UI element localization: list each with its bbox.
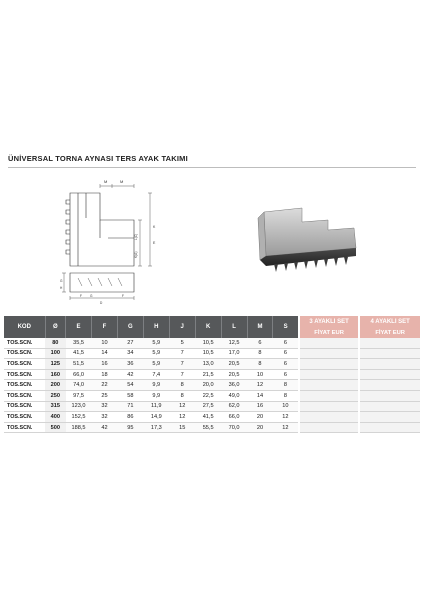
table-row: [4, 348, 420, 359]
cell-m: 10: [247, 369, 273, 380]
row-size: 125: [45, 359, 66, 370]
cell-j: 5: [169, 338, 195, 348]
row-size: 160: [45, 369, 66, 380]
col-header-h: H: [143, 316, 169, 338]
cell-k: 20,0: [195, 380, 221, 391]
cell-e: 97,5: [66, 390, 92, 401]
title-divider: [8, 167, 416, 168]
cell-k: 41,5: [195, 412, 221, 423]
col-header-j: J: [169, 316, 195, 338]
cell-l: 36,0: [221, 380, 247, 391]
dim-label-h: H: [60, 286, 63, 290]
col-header-4-jaw-set: 4 AYAKLI SET: [359, 316, 420, 327]
table-row: [4, 422, 420, 433]
cell-h: 14,9: [143, 412, 169, 423]
cell-l: 62,0: [221, 401, 247, 412]
cell-f: 22: [91, 380, 117, 391]
cell-g: 86: [117, 412, 143, 423]
row-size: 80: [45, 338, 66, 348]
cell-price-4-jaw: [359, 390, 420, 401]
cell-g: 71: [117, 401, 143, 412]
cell-l: 12,5: [221, 338, 247, 348]
col-header-k: K: [195, 316, 221, 338]
cell-j: 8: [169, 390, 195, 401]
cell-l: 49,0: [221, 390, 247, 401]
cell-price-3-jaw: [299, 369, 360, 380]
cell-g: 42: [117, 369, 143, 380]
col-subheader-3-jaw-price: FİYAT EUR: [299, 327, 360, 338]
cell-m: 20: [247, 412, 273, 423]
cell-price-3-jaw: [299, 359, 360, 370]
cell-k: 13,0: [195, 359, 221, 370]
row-code: TOS.SCN.: [4, 369, 45, 380]
cell-k: 10,5: [195, 348, 221, 359]
cell-e: 51,5: [66, 359, 92, 370]
row-code: TOS.SCN.: [4, 348, 45, 359]
cell-price-4-jaw: [359, 359, 420, 370]
col-header-e: E: [66, 316, 92, 338]
dim-label-m2: M: [120, 179, 124, 184]
cell-g: 95: [117, 422, 143, 433]
table-row: [4, 359, 420, 370]
cell-price-4-jaw: [359, 380, 420, 391]
cell-e: 41,5: [66, 348, 92, 359]
cell-price-4-jaw: [359, 401, 420, 412]
cell-l: 70,0: [221, 422, 247, 433]
row-code: TOS.SCN.: [4, 390, 45, 401]
col-header-m: M: [247, 316, 273, 338]
dim-label-e: E: [153, 241, 156, 245]
table-row: [4, 380, 420, 391]
cell-j: 7: [169, 369, 195, 380]
page-title: ÜNİVERSAL TORNA AYNASI TERS AYAK TAKIMI: [8, 154, 188, 163]
row-code: TOS.SCN.: [4, 422, 45, 433]
cell-h: 17,3: [143, 422, 169, 433]
cell-s: 10: [273, 401, 299, 412]
table-row: [4, 390, 420, 401]
cell-s: 6: [273, 369, 299, 380]
cell-e: 123,0: [66, 401, 92, 412]
dim-label-g2: G: [60, 279, 63, 283]
cell-e: 66,0: [66, 369, 92, 380]
row-size: 250: [45, 390, 66, 401]
cell-e: 35,5: [66, 338, 92, 348]
row-size: 200: [45, 380, 66, 391]
spec-table: [4, 316, 420, 433]
cell-f: 32: [91, 412, 117, 423]
cell-k: 10,5: [195, 338, 221, 348]
cell-price-3-jaw: [299, 422, 360, 433]
cell-j: 7: [169, 348, 195, 359]
cell-j: 7: [169, 359, 195, 370]
cell-price-3-jaw: [299, 348, 360, 359]
cell-s: 8: [273, 390, 299, 401]
cell-h: 9,9: [143, 380, 169, 391]
table-row: [4, 412, 420, 423]
col-header-size: Ø: [45, 316, 66, 338]
col-header-f: F: [91, 316, 117, 338]
cell-price-4-jaw: [359, 348, 420, 359]
cell-price-3-jaw: [299, 380, 360, 391]
table-row: [4, 369, 420, 380]
cell-price-4-jaw: [359, 422, 420, 433]
cell-g: 58: [117, 390, 143, 401]
row-code: TOS.SCN.: [4, 338, 45, 348]
row-code: TOS.SCN.: [4, 412, 45, 423]
dim-label-k: K: [153, 225, 156, 229]
cell-h: 5,9: [143, 359, 169, 370]
cell-price-4-jaw: [359, 412, 420, 423]
cell-price-3-jaw: [299, 401, 360, 412]
cell-m: 8: [247, 359, 273, 370]
dim-label-ka: K(A): [134, 251, 138, 258]
cell-f: 25: [91, 390, 117, 401]
cell-h: 9,9: [143, 390, 169, 401]
cell-j: 12: [169, 412, 195, 423]
dim-label-g: G: [90, 294, 93, 298]
table-row: [4, 401, 420, 412]
cell-m: 6: [247, 338, 273, 348]
cell-m: 16: [247, 401, 273, 412]
cell-l: 17,0: [221, 348, 247, 359]
cell-k: 55,5: [195, 422, 221, 433]
table-row: [4, 338, 420, 348]
cell-f: 42: [91, 422, 117, 433]
cell-h: 11,9: [143, 401, 169, 412]
cell-s: 12: [273, 422, 299, 433]
cell-h: 5,9: [143, 338, 169, 348]
cell-h: 5,9: [143, 348, 169, 359]
col-header-l: L: [221, 316, 247, 338]
col-header-3-jaw-set: 3 AYAKLI SET: [299, 316, 360, 327]
cell-price-3-jaw: [299, 412, 360, 423]
cell-s: 6: [273, 348, 299, 359]
cell-s: 12: [273, 412, 299, 423]
cell-l: 20,5: [221, 359, 247, 370]
row-code: TOS.SCN.: [4, 401, 45, 412]
cell-f: 32: [91, 401, 117, 412]
cell-e: 152,5: [66, 412, 92, 423]
cell-k: 22,5: [195, 390, 221, 401]
cell-j: 8: [169, 380, 195, 391]
cell-e: 74,0: [66, 380, 92, 391]
cell-f: 14: [91, 348, 117, 359]
cell-m: 14: [247, 390, 273, 401]
col-header-s: S: [273, 316, 299, 338]
row-code: TOS.SCN.: [4, 380, 45, 391]
cell-g: 34: [117, 348, 143, 359]
cell-k: 21,5: [195, 369, 221, 380]
cell-f: 18: [91, 369, 117, 380]
dim-label-d: D: [100, 301, 103, 305]
cell-price-4-jaw: [359, 369, 420, 380]
col-header-kod: KOD: [4, 316, 45, 338]
cell-j: 12: [169, 401, 195, 412]
cell-g: 54: [117, 380, 143, 391]
dim-label-f1: F: [80, 294, 82, 298]
cell-price-4-jaw: [359, 338, 420, 348]
cell-m: 20: [247, 422, 273, 433]
cell-g: 27: [117, 338, 143, 348]
row-size: 315: [45, 401, 66, 412]
cell-f: 16: [91, 359, 117, 370]
cell-s: 6: [273, 359, 299, 370]
cell-j: 15: [169, 422, 195, 433]
jaw-product-photo: [244, 200, 364, 286]
cell-e: 188,5: [66, 422, 92, 433]
cell-l: 66,0: [221, 412, 247, 423]
cell-g: 36: [117, 359, 143, 370]
dim-label-f2: F: [122, 294, 124, 298]
col-subheader-4-jaw-price: FİYAT EUR: [359, 327, 420, 338]
row-size: 400: [45, 412, 66, 423]
cell-m: 8: [247, 348, 273, 359]
cell-s: 6: [273, 338, 299, 348]
cell-m: 12: [247, 380, 273, 391]
cell-price-3-jaw: [299, 338, 360, 348]
row-size: 100: [45, 348, 66, 359]
row-code: TOS.SCN.: [4, 359, 45, 370]
jaw-technical-drawing: [60, 178, 170, 308]
cell-f: 10: [91, 338, 117, 348]
cell-l: 20,5: [221, 369, 247, 380]
dim-label-lc: L(C): [134, 233, 138, 240]
dim-label-m1: M: [104, 179, 108, 184]
cell-s: 8: [273, 380, 299, 391]
row-size: 500: [45, 422, 66, 433]
col-header-g: G: [117, 316, 143, 338]
cell-k: 27,5: [195, 401, 221, 412]
cell-price-3-jaw: [299, 390, 360, 401]
cell-h: 7,4: [143, 369, 169, 380]
